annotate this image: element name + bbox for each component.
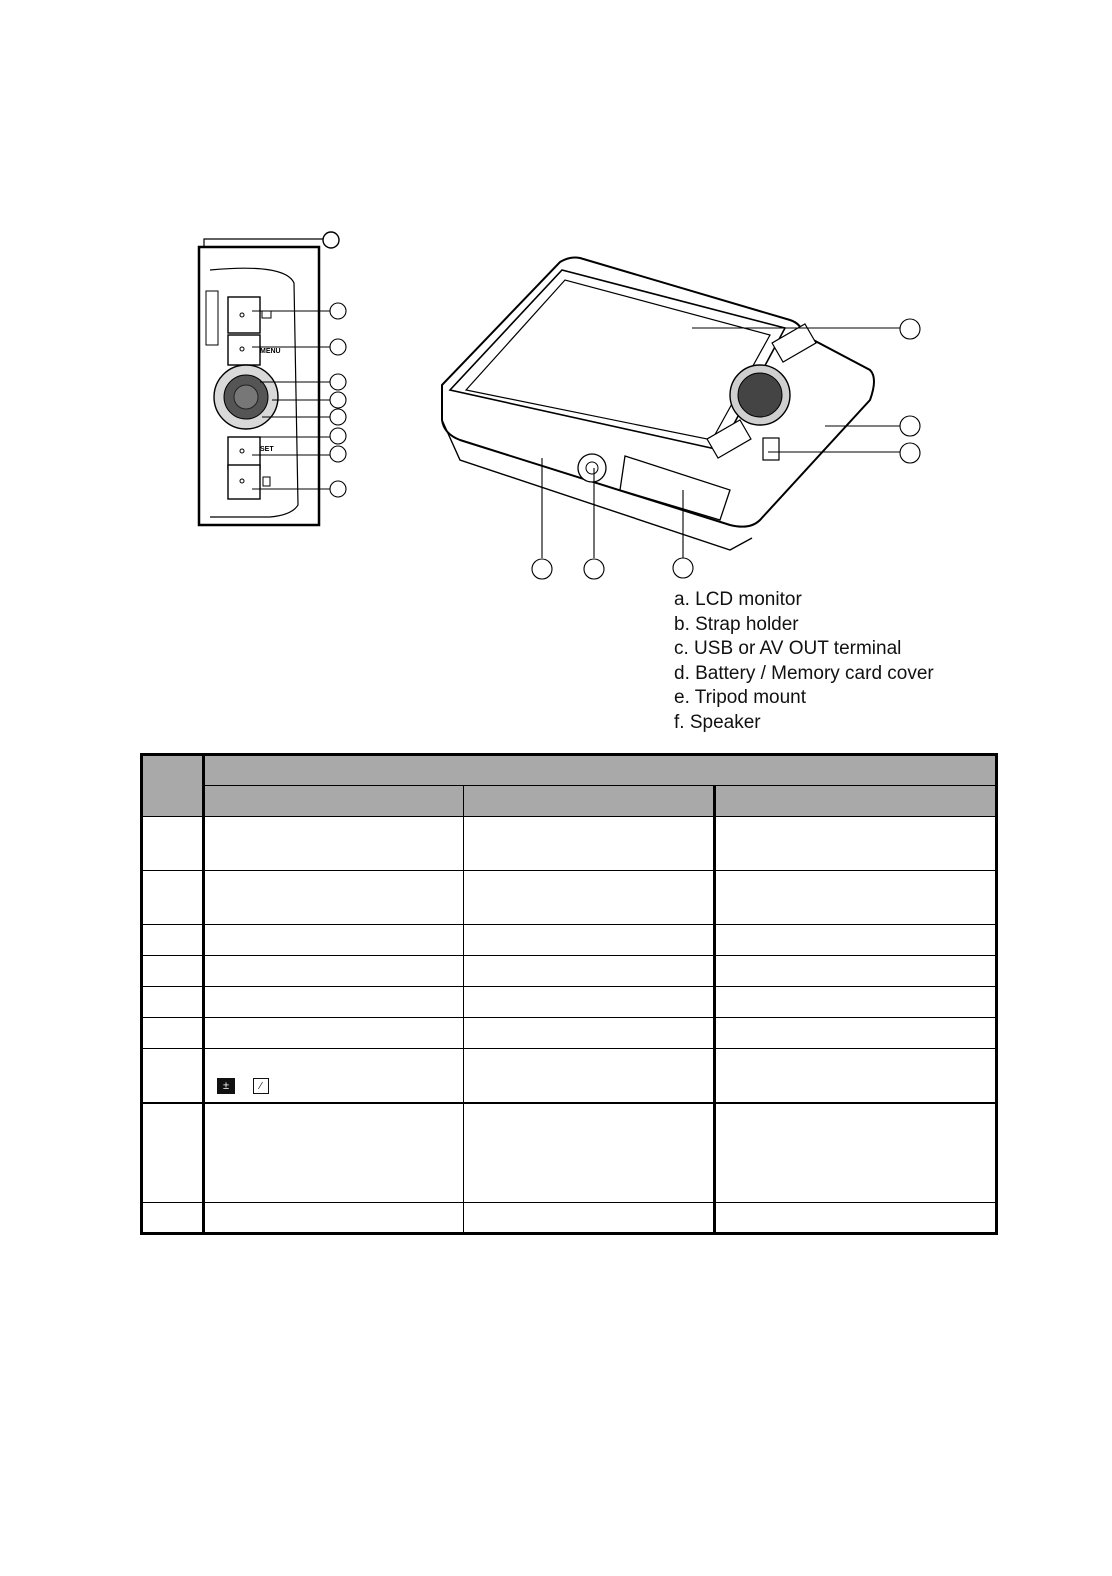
table-row bbox=[142, 817, 997, 871]
table-row bbox=[142, 956, 997, 987]
table-header-group bbox=[204, 755, 997, 786]
exposure-compensation-icon: ± bbox=[217, 1078, 235, 1094]
table-header-col bbox=[204, 786, 464, 817]
parts-list-item: b. Strap holder bbox=[674, 613, 799, 635]
button-function-table bbox=[140, 753, 998, 1235]
parts-list-item: d. Battery / Memory card cover bbox=[674, 662, 934, 684]
table-row bbox=[142, 925, 997, 956]
table-header-no bbox=[142, 755, 204, 817]
table-row bbox=[142, 1103, 997, 1203]
backlight-icon: ⁄ bbox=[253, 1078, 269, 1094]
table-row bbox=[142, 987, 997, 1018]
table-header-col bbox=[715, 786, 997, 817]
menu-label: MENU bbox=[260, 348, 281, 355]
camera-side-view-diagram bbox=[190, 225, 360, 535]
table-header-col bbox=[464, 786, 715, 817]
parts-list-item: a. LCD monitor bbox=[674, 589, 802, 610]
parts-list-item: f. Speaker bbox=[674, 711, 761, 733]
table-row bbox=[142, 1018, 997, 1049]
set-label: SET bbox=[260, 446, 274, 453]
table-row bbox=[142, 1203, 997, 1234]
table-row bbox=[142, 871, 997, 925]
parts-list-item: c. USB or AV OUT terminal bbox=[674, 638, 902, 659]
parts-list-item: e. Tripod mount bbox=[674, 687, 807, 708]
parts-list bbox=[674, 588, 934, 735]
camera-rear-view-diagram bbox=[430, 250, 930, 590]
table-row bbox=[142, 1049, 997, 1103]
